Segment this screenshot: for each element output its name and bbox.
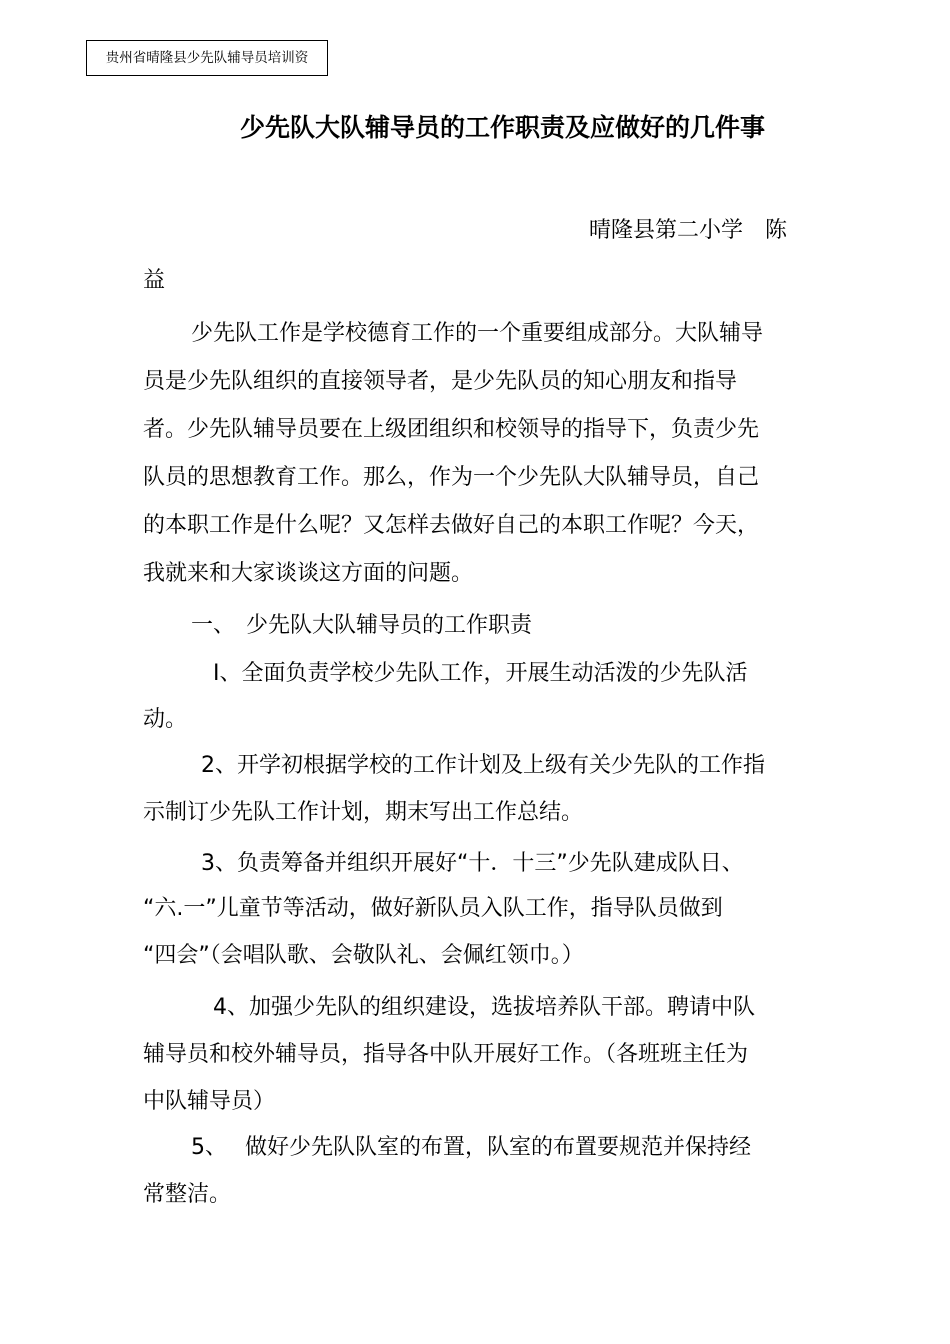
author-line: 晴隆县第二小学 陈: [589, 218, 788, 243]
list-item-line: 动。: [143, 707, 188, 732]
list-item-line: 辅导员和校外辅导员，指导各中队开展好工作。（各班班主任为: [143, 1042, 749, 1067]
list-item-line: 5、 做好少先队队室的布置，队室的布置要规范并保持经: [191, 1135, 751, 1160]
intro-paragraph-line: 员是少先队组织的直接领导者，是少先队员的知心朋友和指导: [143, 369, 738, 394]
list-item-line: Ⅰ、全面负责学校少先队工作，开展生动活泼的少先队活: [213, 661, 748, 686]
list-item-line: “四会”（会唱队歌、会敬队礼、会佩红领巾。）: [143, 943, 584, 968]
section-heading: 一、 少先队大队辅导员的工作职责: [191, 613, 533, 638]
intro-paragraph-line: 的本职工作是什么呢？又怎样去做好自己的本职工作呢？今天，: [143, 513, 760, 538]
intro-paragraph-line: 我就来和大家谈谈这方面的问题。: [143, 561, 474, 586]
document-title: 少先队大队辅导员的工作职责及应做好的几件事: [239, 113, 765, 142]
intro-paragraph-line: 者。少先队辅导员要在上级团组织和校领导的指导下，负责少先: [143, 417, 760, 442]
list-item-line: 3、负责筹备并组织开展好“十．十三”少先队建成队日、: [201, 851, 744, 876]
list-item-line: 示制订少先队工作计划，期末写出工作总结。: [143, 800, 584, 825]
intro-paragraph-line: 队员的思想教育工作。那么，作为一个少先队大队辅导员，自己: [143, 465, 760, 490]
author-line-continued: 益: [143, 268, 166, 293]
list-item-line: 中队辅导员）: [143, 1089, 276, 1114]
header-label-box: 贵州省晴隆县少先队辅导员培训资: [86, 40, 328, 76]
intro-paragraph-line: 少先队工作是学校德育工作的一个重要组成部分。大队辅导: [191, 321, 764, 346]
list-item-line: “六.一”儿童节等活动，做好新队员入队工作，指导队员做到: [143, 896, 723, 921]
list-item-line: 常整洁。: [143, 1182, 232, 1207]
list-item-line: 4、加强少先队的组织建设，选拔培养队干部。聘请中队: [213, 995, 755, 1020]
list-item-line: 2、开学初根据学校的工作计划及上级有关少先队的工作指: [201, 753, 765, 778]
